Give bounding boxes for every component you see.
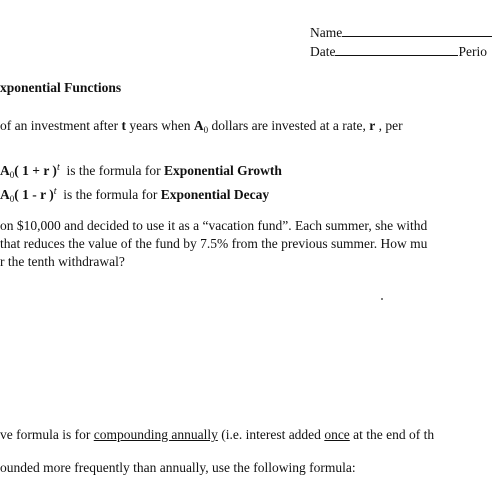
intro-line: of an investment after t years when $A_0$ dollars are invested at a rate, r , per [0,118,403,135]
growth-formula: $A_0$( 1 + r )$^t$ is the formula for Exponential Growth [0,162,282,180]
note-line-2: ounded more frequently than annually, use the following formula: [0,460,356,475]
date-label: Date [310,44,336,59]
page-title: xponential Functions [0,80,122,95]
decay-formula: $A_0$( 1 - r )$^t$ is the formula for Exponential Decay [0,186,270,204]
stray-mark [381,298,383,300]
problem-line-1: on $10,000 and decided to use it as a “vacation fund”. Each summer, she withd [0,218,428,233]
name-label: Name [310,25,343,40]
name-line [310,24,492,41]
problem-line-3: r the tenth withdrawal? [0,254,125,269]
period-label: Perio [458,44,487,59]
date-blank [335,43,458,56]
date-line [310,43,487,60]
note-line: ve formula is for compounding annually (i.e. interest added once at the end of th [0,427,435,442]
problem-line-2: that reduces the value of the fund by 7.5% from the previous summer. How mu [0,236,428,251]
name-blank [342,24,492,37]
